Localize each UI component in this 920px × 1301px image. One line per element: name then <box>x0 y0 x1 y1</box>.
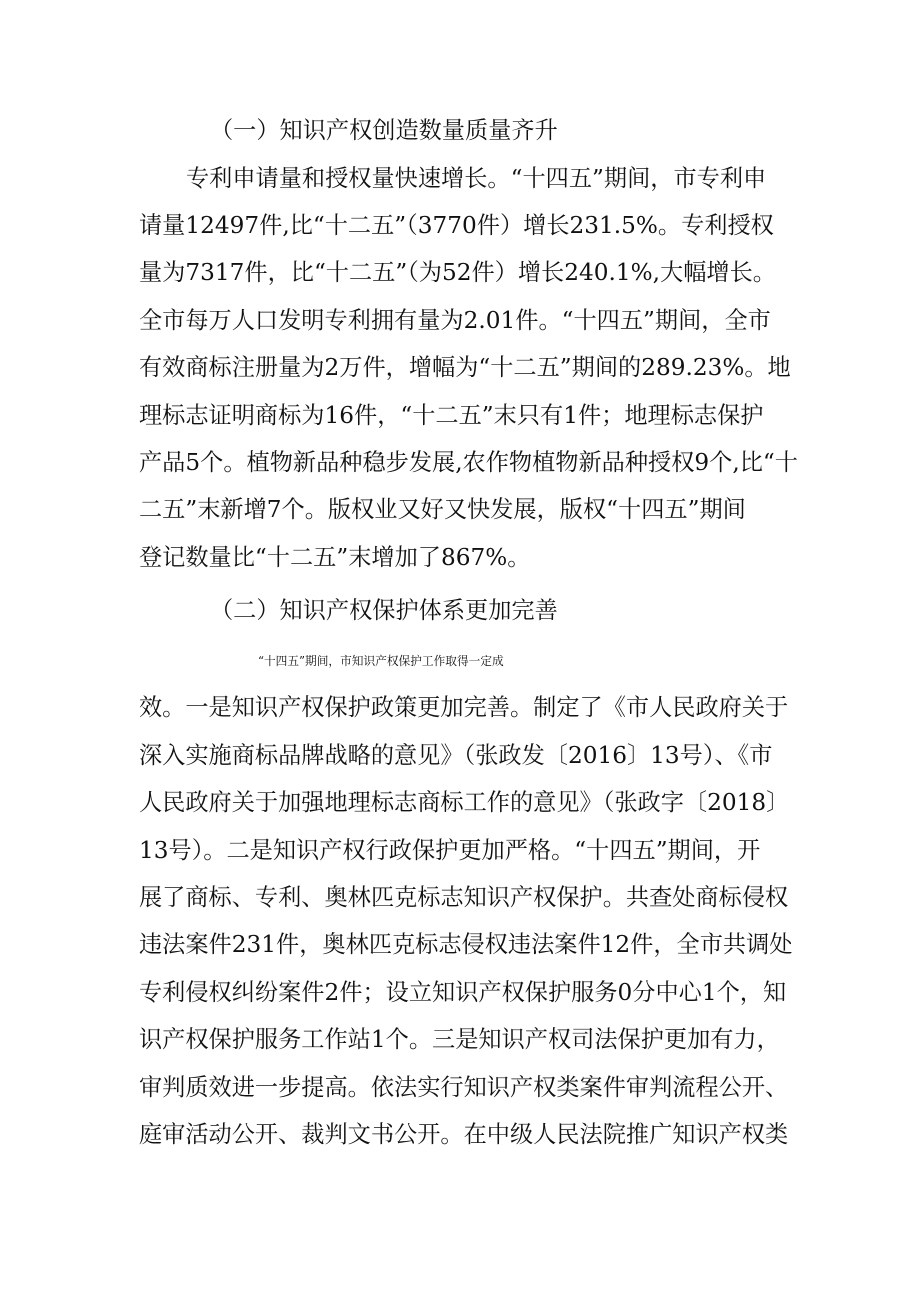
paragraph-line: 请量12497件,比“十二五”（3770件）增长231.5%。专利授权 <box>139 212 774 239</box>
paragraph-line: 深入实施商标品牌战略的意见》（张政发〔2016〕13号）、《市 <box>139 742 773 769</box>
paragraph-line: 审判质效进一步提高。依法实行知识产权类案件审判流程公开、 <box>139 1074 789 1101</box>
paragraph-line: 庭审活动公开、裁判文书公开。在中级人民法院推广知识产权类 <box>139 1121 789 1148</box>
section-heading-1: （一）知识产权创造数量质量齐升 <box>210 117 558 144</box>
paragraph-line: 专利侵权纠纷案件2件；设立知识产权保护服务0分中心1个，知 <box>139 979 787 1006</box>
paragraph-line: 识产权保护服务工作站1个。三是知识产权司法保护更加有力， <box>139 1026 780 1053</box>
section-heading-2: （二）知识产权保护体系更加完善 <box>210 597 558 624</box>
paragraph-line: “十四五”期间，市知识产权保护工作取得一定成 <box>258 654 504 668</box>
paragraph-line: 违法案件231件，奥林匹克标志侵权违法案件12件，全市共调处 <box>139 931 793 958</box>
paragraph-line: 量为7317件，比“十二五”（为52件）增长240.1%,大幅增长。 <box>139 259 776 286</box>
paragraph-line: 13号）。二是知识产权行政保护更加严格。“十四五”期间，开 <box>139 837 761 864</box>
paragraph-line: 展了商标、专利、奥林匹克标志知识产权保护。共查处商标侵权 <box>139 884 789 911</box>
paragraph-line: 二五”末新增7个。版权业又好又快发展，版权“十四五”期间 <box>139 496 746 523</box>
paragraph-line: 全市每万人口发明专利拥有量为2.01件。“十四五”期间，全市 <box>139 307 771 334</box>
paragraph-line: 效。一是知识产权保护政策更加完善。制定了《市人民政府关于 <box>139 694 789 721</box>
paragraph-line: 登记数量比“十二五”末增加了867%。 <box>139 544 531 571</box>
paragraph-line: 人民政府关于加强地理标志商标工作的意见》（张政字〔2018〕 <box>139 789 790 816</box>
paragraph-line: 专利申请量和授权量快速增长。“十四五”期间，市专利申 <box>186 165 767 192</box>
paragraph-line: 有效商标注册量为2万件，增幅为“十二五”期间的289.23%。地 <box>139 354 791 381</box>
paragraph-line: 产品5个。植物新品种稳步发展,农作物植物新品种授权9个,比“十 <box>139 449 798 476</box>
paragraph-line: 理标志证明商标为16件，“十二五”末只有1件；地理标志保护 <box>139 402 764 429</box>
